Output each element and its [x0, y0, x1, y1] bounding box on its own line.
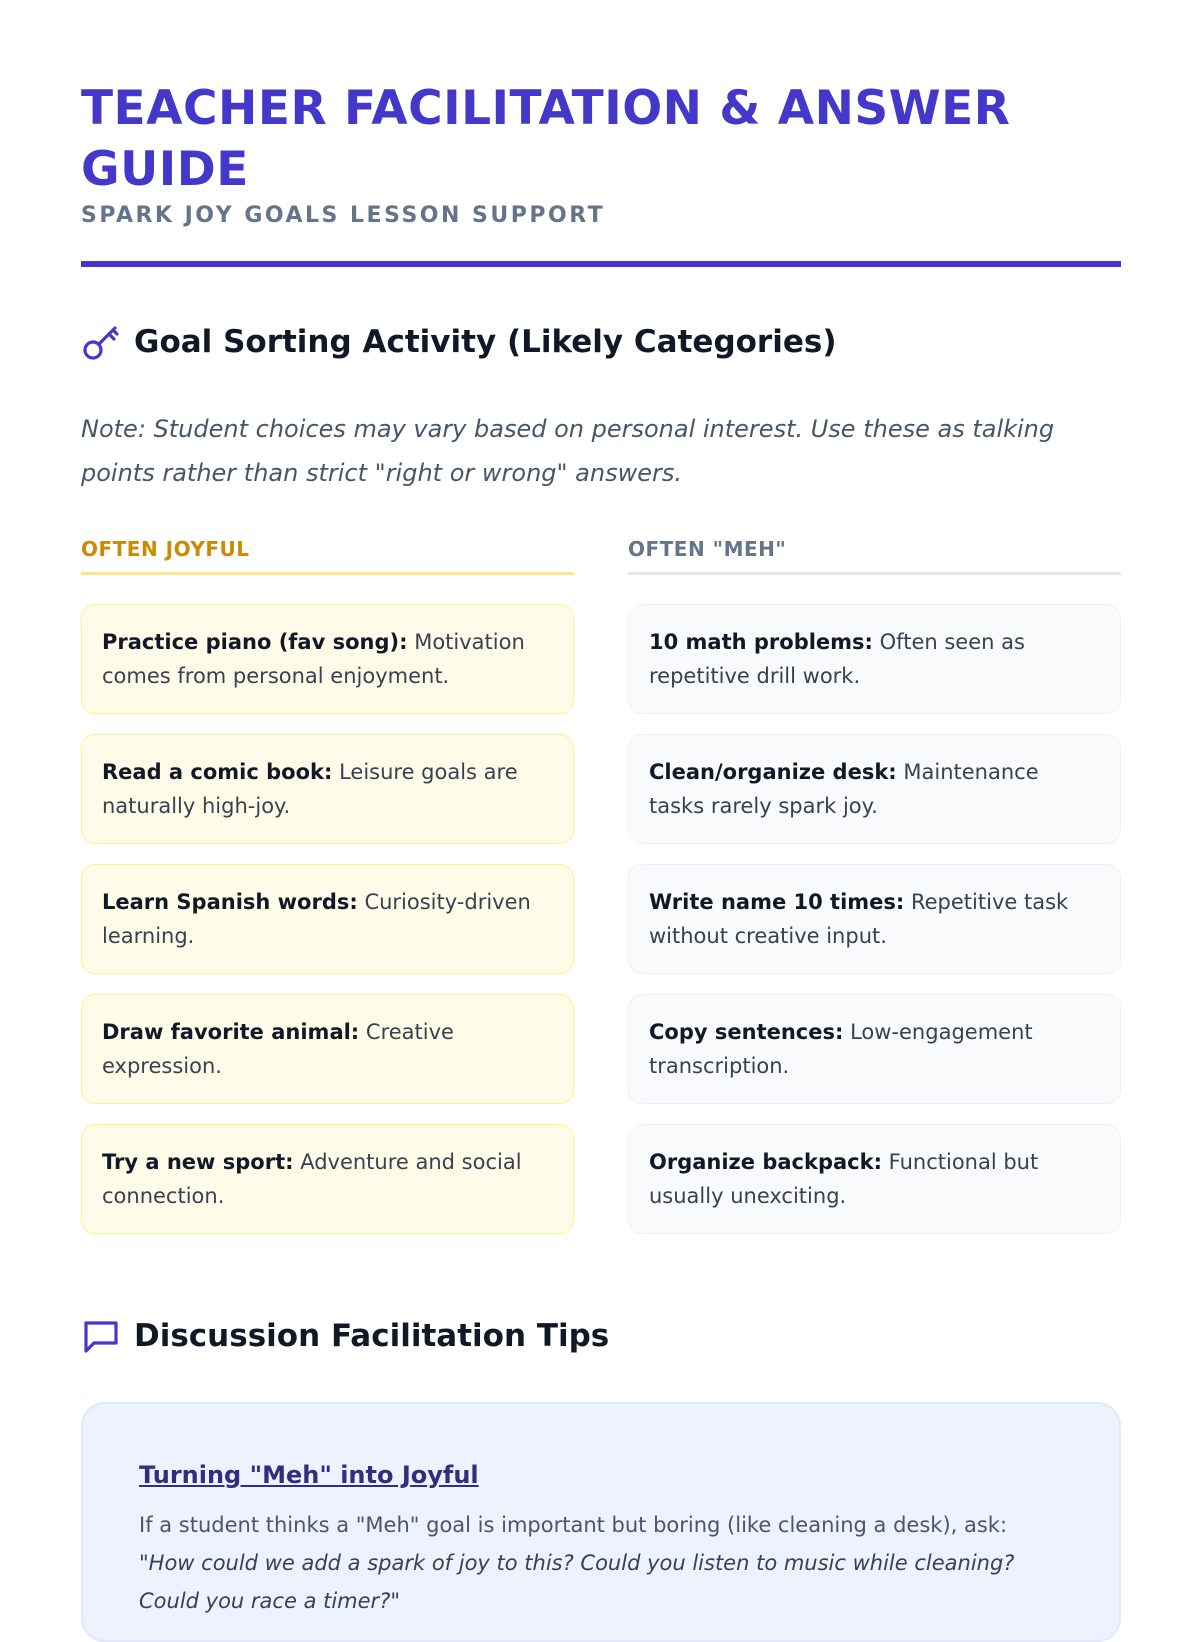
title-divider [81, 261, 1121, 267]
tip-title: Turning "Meh" into Joyful [139, 1461, 479, 1489]
tip-body [139, 1506, 1063, 1620]
meh-column-heading: OFTEN "MEH" [628, 534, 1121, 575]
meh-column [628, 534, 1121, 1254]
goal-term: Try a new sport: [102, 1150, 294, 1174]
meh-goal-card [628, 1124, 1121, 1234]
goal-term: Learn Spanish words: [102, 890, 358, 914]
goal-description: Adventure and social connection. [102, 1150, 522, 1208]
tip-card [81, 1402, 1121, 1642]
goal-description: Repetitive task without creative input. [649, 890, 1069, 948]
sorting-section-header [81, 322, 837, 362]
joyful-goal-card [81, 734, 574, 844]
sorting-heading: Goal Sorting Activity (Likely Categories) [134, 324, 837, 360]
discussion-heading: Discussion Facilitation Tips [134, 1318, 610, 1354]
goal-term: Read a comic book: [102, 760, 333, 784]
goal-description: Maintenance tasks rarely spark joy. [649, 760, 1039, 818]
goal-term: 10 math problems: [649, 630, 873, 654]
goal-description: Low-engagement transcription. [649, 1020, 1033, 1078]
joyful-column-heading: OFTEN JOYFUL [81, 534, 574, 575]
page-subtitle: SPARK JOY GOALS LESSON SUPPORT [81, 203, 606, 228]
goal-description: Creative expression. [102, 1020, 454, 1078]
goal-term: Draw favorite animal: [102, 1020, 360, 1044]
goal-term: Practice piano (fav song): [102, 630, 408, 654]
tip-quote: "How could we add a spark of joy to this? Could you listen to music while cleaning? Could you race a timer?" [139, 1551, 1015, 1613]
meh-goal-card [628, 864, 1121, 974]
discussion-section-header [81, 1316, 609, 1356]
meh-goal-card [628, 734, 1121, 844]
goal-description: Motivation comes from personal enjoyment. [102, 630, 525, 688]
joyful-column [81, 534, 574, 1254]
joyful-goal-card [81, 604, 574, 714]
goal-term: Clean/organize desk: [649, 760, 897, 784]
goal-description: Curiosity-driven learning. [102, 890, 531, 948]
goal-term: Organize backpack: [649, 1150, 882, 1174]
meh-goal-card [628, 994, 1121, 1104]
page-title: TEACHER FACILITATION & ANSWER GUIDE [81, 81, 1011, 197]
joyful-goal-card [81, 1124, 574, 1234]
goal-description: Leisure goals are naturally high-joy. [102, 760, 518, 818]
goal-description: Functional but usually unexciting. [649, 1150, 1039, 1208]
tip-text: If a student thinks a "Meh" goal is important but boring (like cleaning a desk), ask: [139, 1513, 1008, 1537]
goal-description: Often seen as repetitive drill work. [649, 630, 1025, 688]
goal-term: Copy sentences: [649, 1020, 844, 1044]
sorting-note: Note: Student choices may vary based on personal interest. Use these as talking points rather than strict "right or wrong" answers. [81, 415, 1055, 487]
goal-term: Write name 10 times: [649, 890, 905, 914]
key-icon [81, 322, 121, 362]
joyful-goal-card [81, 864, 574, 974]
chat-bubble-icon [81, 1316, 121, 1356]
meh-goal-card [628, 604, 1121, 714]
joyful-goal-card [81, 994, 574, 1104]
